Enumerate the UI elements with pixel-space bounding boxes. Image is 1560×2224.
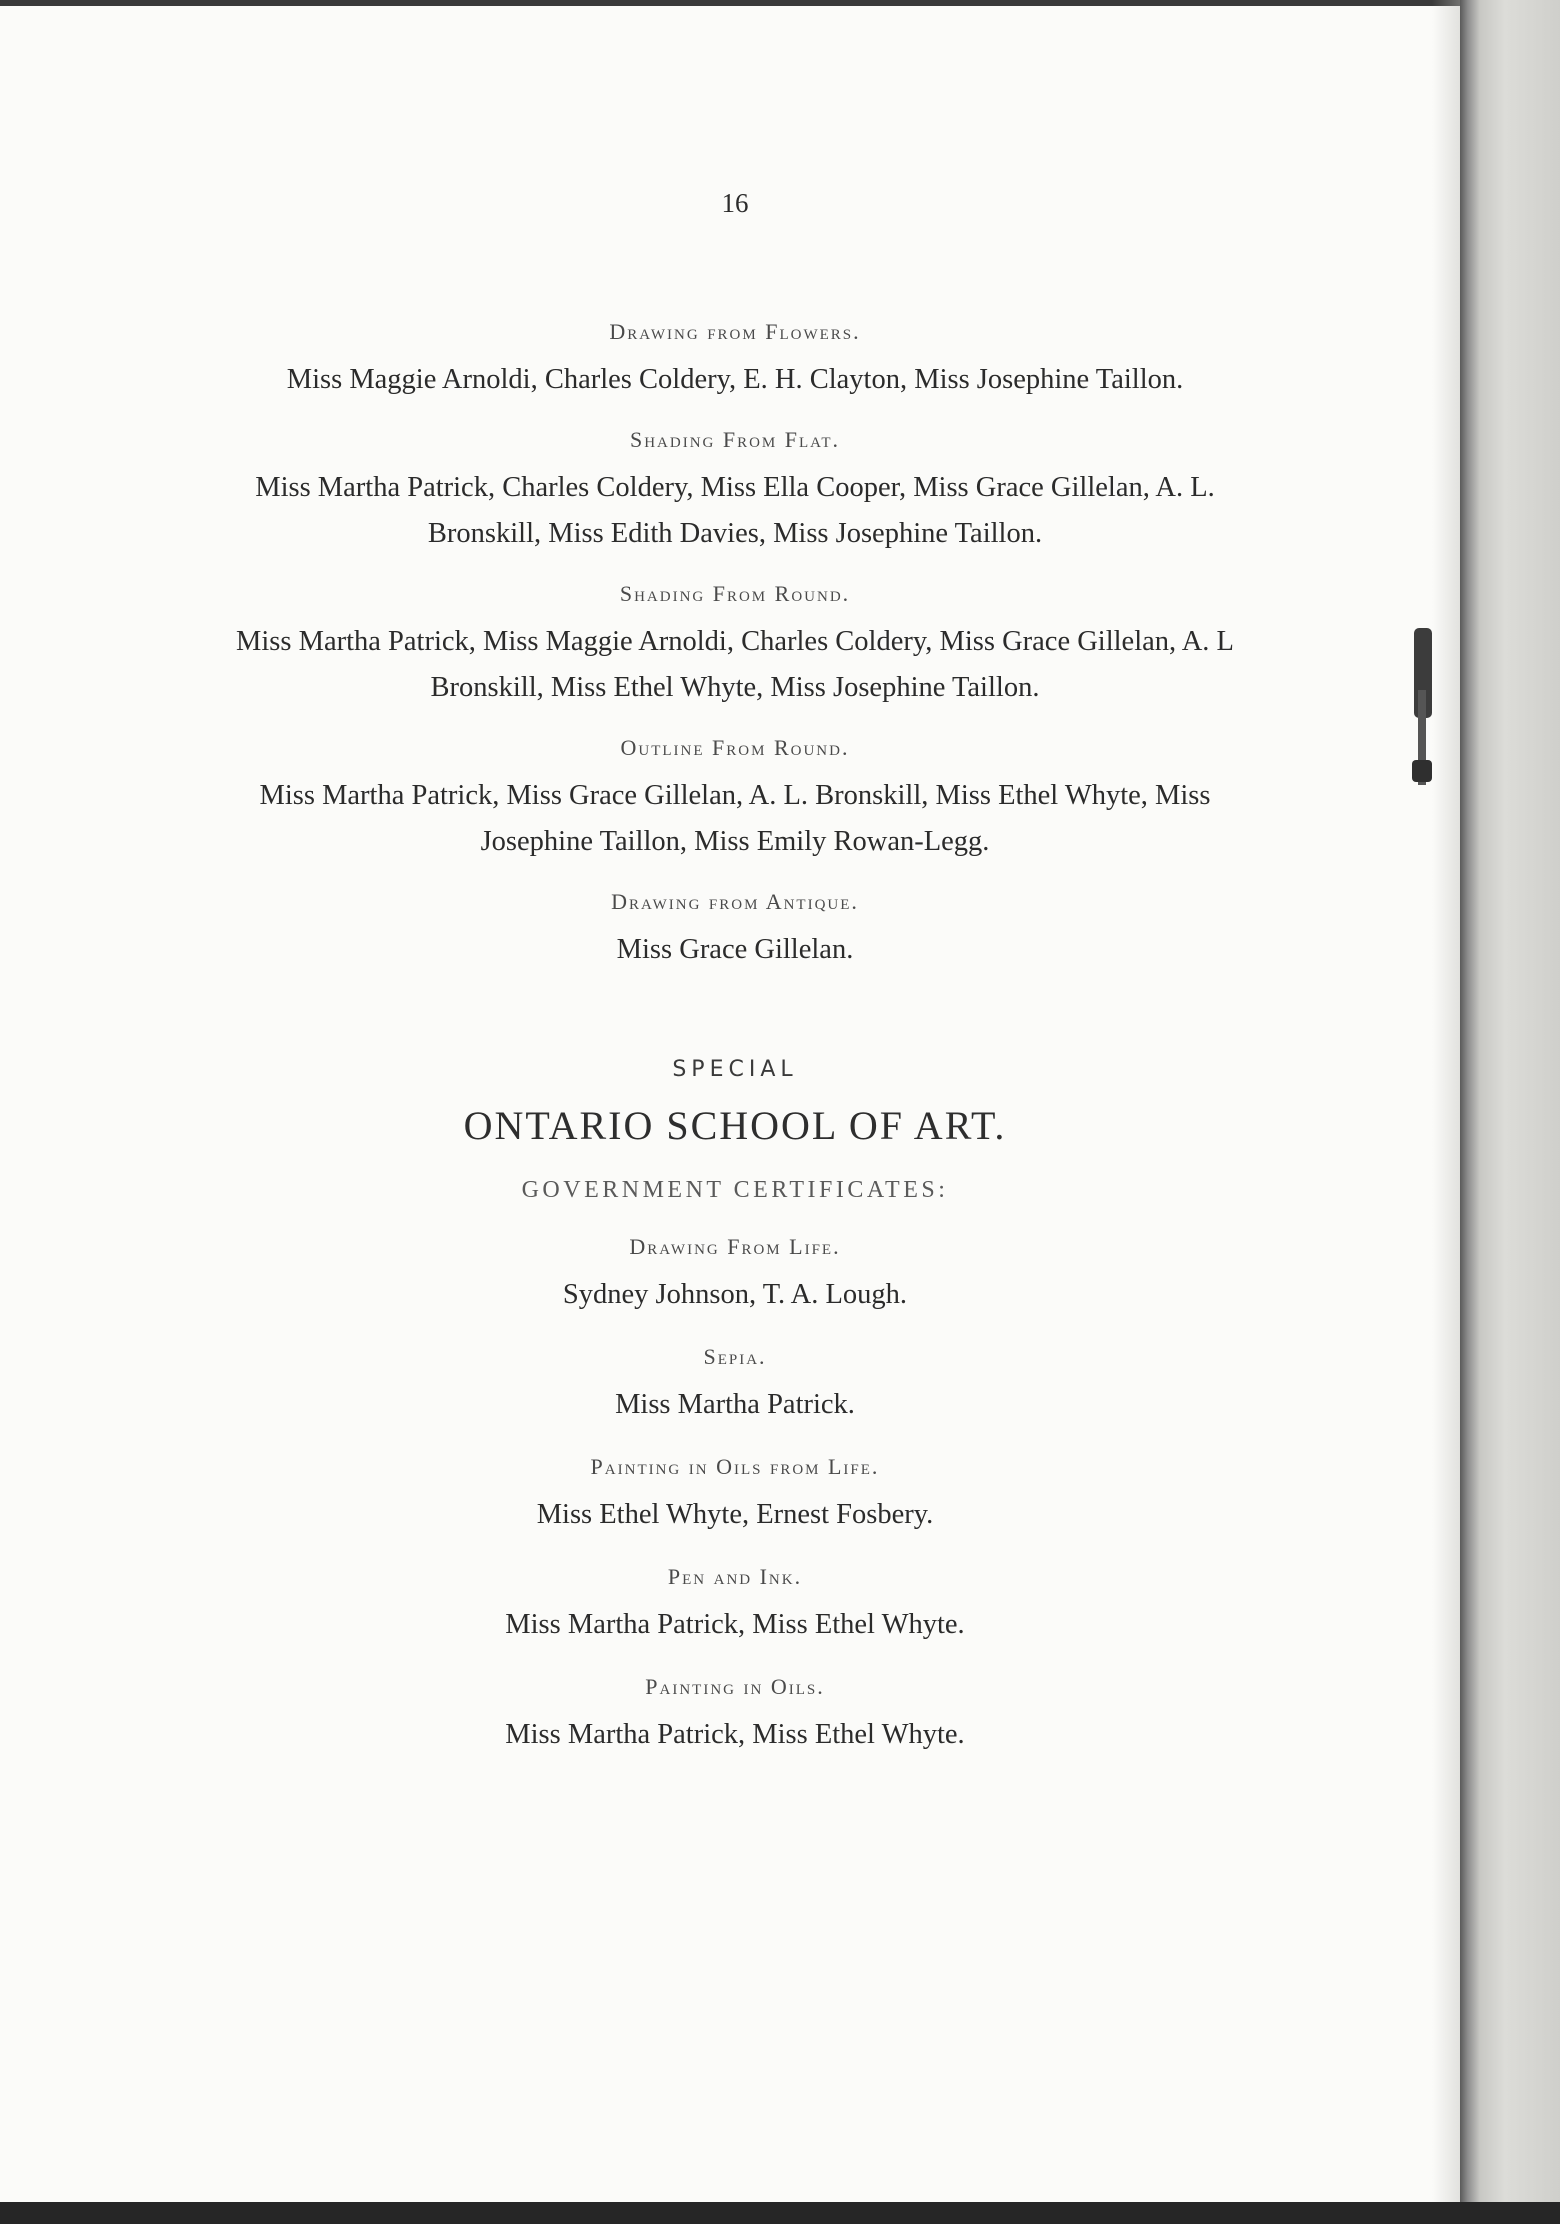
page-edge <box>1460 0 1560 2224</box>
section-heading: Pen and Ink. <box>667 1564 803 1589</box>
section-names: Miss Martha Patrick, Charles Coldery, Miss Ella Cooper, Miss Grace Gillelan, A. L. Bronskill, Miss Edith Davies, Miss Josephine Taillon. <box>255 472 1215 549</box>
scan-bottom-border <box>0 2202 1560 2224</box>
section-heading: Sepia. <box>703 1344 767 1369</box>
page-content <box>190 188 1280 1784</box>
section-drawing-from-antique <box>190 889 1280 973</box>
section-heading: Shading From Flat. <box>629 427 841 452</box>
section-names: Sydney Johnson, T. A. Lough. <box>562 1279 908 1310</box>
section-drawing-from-flowers <box>190 319 1280 403</box>
section-names: Miss Ethel Whyte, Ernest Fosbery. <box>536 1499 934 1530</box>
section-names: Miss Martha Patrick. <box>615 1389 855 1420</box>
section-drawing-from-life <box>190 1234 1280 1318</box>
section-outline-from-round <box>190 735 1280 865</box>
section-heading: Drawing From Life. <box>629 1234 841 1259</box>
certificates-label: GOVERNMENT CERTIFICATES: <box>521 1177 949 1203</box>
scan-top-border <box>0 0 1560 6</box>
section-shading-from-flat <box>190 427 1280 557</box>
school-title: ONTARIO SCHOOL OF ART. <box>463 1103 1007 1148</box>
section-names: Miss Martha Patrick, Miss Maggie Arnoldi, Charles Coldery, Miss Grace Gillelan, A. L Bronskill, Miss Ethel Whyte, Miss Josephine Taillon. <box>236 626 1234 703</box>
section-heading: Outline From Round. <box>620 735 850 760</box>
section-sepia <box>190 1344 1280 1428</box>
special-label: SPECIAL <box>672 1057 798 1082</box>
section-painting-in-oils-from-life <box>190 1454 1280 1538</box>
section-names: Miss Martha Patrick, Miss Ethel Whyte. <box>505 1609 965 1640</box>
section-pen-and-ink <box>190 1564 1280 1648</box>
section-names: Miss Maggie Arnoldi, Charles Coldery, E. H. Clayton, Miss Josephine Taillon. <box>286 364 1184 395</box>
section-shading-from-round <box>190 581 1280 711</box>
page-number: 16 <box>721 188 749 218</box>
section-painting-in-oils <box>190 1674 1280 1758</box>
section-heading: Drawing from Antique. <box>611 889 859 914</box>
binding-clip <box>1412 760 1432 782</box>
spine-shadow <box>1432 0 1462 2224</box>
section-names: Miss Martha Patrick, Miss Ethel Whyte. <box>505 1719 965 1750</box>
special-block <box>190 1057 1280 1758</box>
section-names: Miss Grace Gillelan. <box>616 934 854 965</box>
section-heading: Drawing from Flowers. <box>609 319 861 344</box>
section-heading: Painting in Oils from Life. <box>590 1454 880 1479</box>
section-heading: Shading From Round. <box>619 581 851 606</box>
section-heading: Painting in Oils. <box>645 1674 825 1699</box>
section-names: Miss Martha Patrick, Miss Grace Gillelan, A. L. Bronskill, Miss Ethel Whyte, Miss Josephine Taillon, Miss Emily Rowan-Legg. <box>259 780 1211 857</box>
